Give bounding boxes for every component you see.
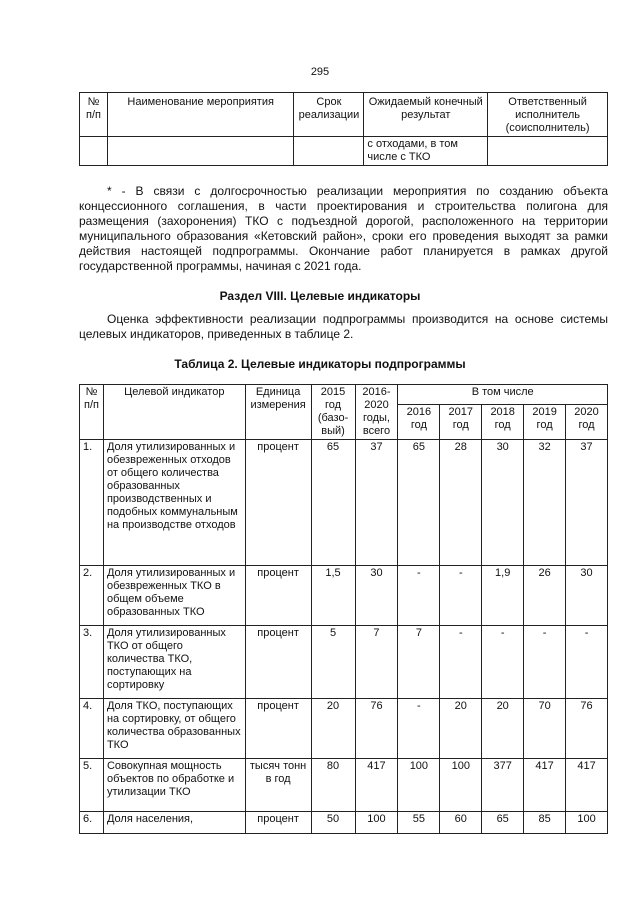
cell-base: 1,5: [311, 566, 355, 626]
header-year: 2020 год: [566, 404, 608, 439]
header-total: 2016-2020 годы, всего: [355, 385, 398, 440]
cell-unit: процент: [245, 566, 311, 626]
cell-executor: [488, 137, 608, 166]
table-row: [80, 699, 608, 759]
cell-num: [80, 137, 108, 166]
cell-year-value: -: [440, 626, 482, 699]
header-year: 2019 год: [524, 404, 566, 439]
cell-year-value: 60: [440, 812, 482, 834]
table-row: [80, 626, 608, 699]
cell-result: с отходами, в том числе с ТКО: [364, 137, 488, 166]
cell-year-value: 85: [524, 812, 566, 834]
cell-year-value: 1,9: [482, 566, 524, 626]
section-title: Раздел VIII. Целевые индикаторы: [219, 289, 421, 303]
cell-year-value: 26: [524, 566, 566, 626]
header-year: 2016 год: [398, 404, 440, 439]
header-base-year: 2015 год (базо-вый): [311, 385, 355, 440]
cell-year-value: 65: [398, 440, 440, 566]
cell-indicator: Доля утилизированных и обезвреженных ТКО в общем объеме образованных ТКО: [103, 566, 245, 626]
cell-year-value: 30: [566, 566, 608, 626]
cell-total: 7: [355, 626, 398, 699]
cell-indicator: Доля утилизированных ТКО от общего количества ТКО, поступающих на сортировку: [103, 626, 245, 699]
cell-year-value: 7: [398, 626, 440, 699]
cell-unit: процент: [245, 626, 311, 699]
table-row: [80, 440, 608, 566]
cell-total: 417: [355, 759, 398, 812]
header-indicator: Целевой индикатор: [103, 385, 245, 440]
table-header-row: [80, 93, 608, 137]
header-activity: Наименование мероприятия: [107, 93, 293, 137]
cell-total: 76: [355, 699, 398, 759]
cell-total: 100: [355, 812, 398, 834]
header-including: В том числе: [398, 385, 608, 405]
header-year: 2017 год: [440, 404, 482, 439]
cell-year-value: 55: [398, 812, 440, 834]
cell-period: [294, 137, 364, 166]
cell-total: 30: [355, 566, 398, 626]
cell-year-value: 70: [524, 699, 566, 759]
header-num: № п/п: [80, 93, 108, 137]
cell-year-value: -: [482, 626, 524, 699]
cell-unit: процент: [245, 699, 311, 759]
cell-year-value: 417: [566, 759, 608, 812]
table-row: [80, 566, 608, 626]
table-row: [80, 137, 608, 166]
table2-header-row: [80, 385, 608, 405]
cell-num: 6.: [80, 812, 104, 834]
table-row: [80, 812, 608, 834]
cell-year-value: 20: [482, 699, 524, 759]
header-unit: Единица измерения: [245, 385, 311, 440]
indicators-table: [79, 384, 608, 834]
cell-base: 65: [311, 440, 355, 566]
cell-year-value: 76: [566, 699, 608, 759]
cell-year-value: 37: [566, 440, 608, 566]
cell-year-value: 100: [566, 812, 608, 834]
cell-year-value: -: [524, 626, 566, 699]
cell-year-value: -: [398, 699, 440, 759]
cell-year-value: 28: [440, 440, 482, 566]
cell-activity: [107, 137, 293, 166]
cell-indicator: Доля утилизированных и обезвреженных отходов от общего количества образованных производственных и подобных коммунальным на производстве отходов: [103, 440, 245, 566]
header-year: 2018 год: [482, 404, 524, 439]
cell-base: 5: [311, 626, 355, 699]
cell-num: 3.: [80, 626, 104, 699]
cell-unit: тысяч тонн в год: [245, 759, 311, 812]
cell-year-value: -: [566, 626, 608, 699]
cell-year-value: 377: [482, 759, 524, 812]
section-text: Оценка эффективности реализации подпрограммы производится на основе системы целевых индикаторов, приведенных в таблице 2.: [79, 312, 608, 341]
activities-table: [79, 92, 608, 166]
table-row: [80, 759, 608, 812]
cell-total: 37: [355, 440, 398, 566]
cell-year-value: -: [440, 566, 482, 626]
cell-indicator: Доля населения,: [103, 812, 245, 834]
cell-base: 50: [311, 812, 355, 834]
cell-num: 1.: [80, 440, 104, 566]
cell-year-value: 32: [524, 440, 566, 566]
cell-unit: процент: [245, 440, 311, 566]
header-executor: Ответственный исполнитель (соисполнитель): [488, 93, 608, 137]
cell-year-value: 65: [482, 812, 524, 834]
cell-num: 5.: [80, 759, 104, 812]
header-num: № п/п: [80, 385, 104, 440]
cell-indicator: Совокупная мощность объектов по обработке и утилизации ТКО: [103, 759, 245, 812]
header-period: Срок реализации: [294, 93, 364, 137]
cell-year-value: -: [398, 566, 440, 626]
cell-year-value: 30: [482, 440, 524, 566]
footnote: * - В связи с долгосрочностью реализации мероприятия по созданию объекта концессионного соглашения, в части проектирования и строительства полигона для размещения (захоронения) ТКО с подъездной дорогой, расположенного на территории муниципального образования «Кетовский район», сроки его проведения выходят за рамки действия настоящей подпрограммы. Окончание работ планируется в рамках другой государственной программы, начиная с 2021 года.: [79, 184, 608, 273]
header-result: Ожидаемый конечный результат: [364, 93, 488, 137]
cell-year-value: 417: [524, 759, 566, 812]
cell-num: 2.: [80, 566, 104, 626]
cell-base: 20: [311, 699, 355, 759]
cell-num: 4.: [80, 699, 104, 759]
cell-year-value: 100: [440, 759, 482, 812]
cell-indicator: Доля ТКО, поступающих на сортировку, от общего количества образованных ТКО: [103, 699, 245, 759]
cell-unit: процент: [245, 812, 311, 834]
page-number: 295: [310, 66, 330, 78]
cell-base: 80: [311, 759, 355, 812]
table2-title: Таблица 2. Целевые индикаторы подпрограммы: [174, 357, 466, 371]
cell-year-value: 20: [440, 699, 482, 759]
cell-year-value: 100: [398, 759, 440, 812]
